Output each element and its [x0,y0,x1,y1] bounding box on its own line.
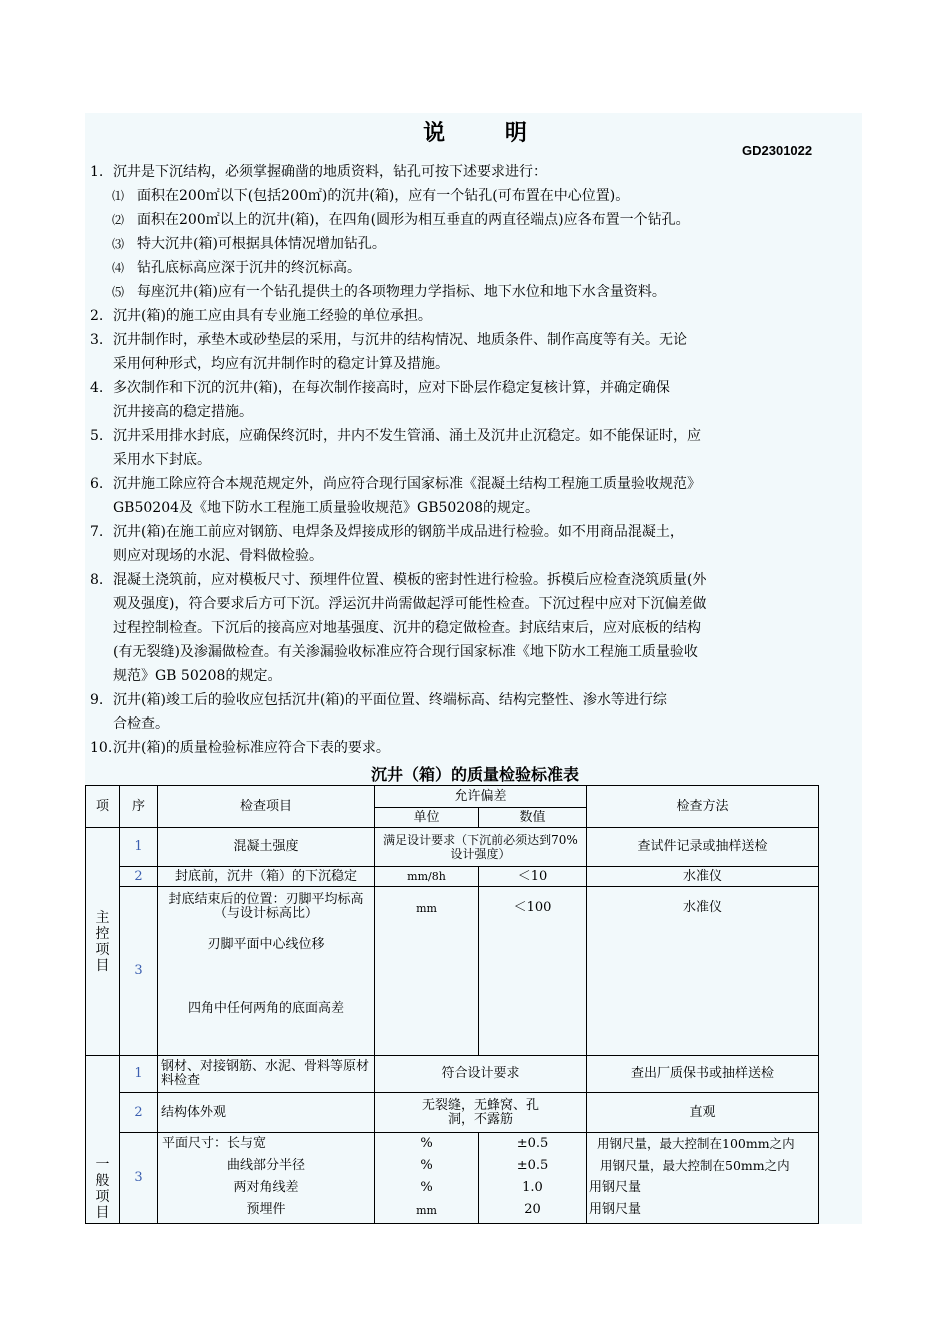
main-row3-seq: 3 [134,963,143,978]
main-row3-check-3: 四角中任何两角的底面高差 [187,1001,344,1016]
main-row2-unit: mm/8h [407,869,446,883]
general-row1-method: 查出厂质保书或抽样送检 [630,1066,774,1081]
general-label: 一般项目 [95,1157,110,1221]
general-row3-unit-4: mm [416,1204,437,1217]
header-value: 数值 [519,809,546,825]
main-row3-check-1: 封底结束后的位置：刃脚平均标高（与设计标高比） [168,892,364,921]
general-row1-allowance: 符合设计要求 [441,1066,520,1081]
main-row3-unit: mm [416,902,437,915]
general-row3-method-3: 用钢尺量 [589,1180,642,1195]
table-title: 沉井（箱）的质量检验标准表 [370,765,579,784]
main-row2-check: 封底前，沉井（箱）的下沉稳定 [174,868,357,884]
note-line: 合检查。 [113,716,169,732]
note-line: 3. 沉井制作时，承垫木或砂垫层的采用，与沉井的结构情况、地质条件、制作高度等有关。无论 [90,332,687,348]
main-row1-allowance: 满足设计要求（下沉前必须达到70%设计强度） [383,833,578,861]
header-unit: 单位 [413,809,440,825]
general-row2-method: 直观 [689,1104,716,1120]
note-line: (有无裂缝)及渗漏做检查。有关渗漏验收标准应符合现行国家标准《地下防水工程施工质量验收 [113,644,698,660]
general-row2-check: 结构体外观 [161,1104,227,1120]
general-row3-method-2: 用钢尺量，最大控制在50mm之内 [600,1158,790,1173]
page-title: 说 明 [423,121,553,146]
general-row3-value-3: 1.0 [522,1180,543,1195]
note-line: ⑴ 面积在200㎡以下(包括200㎡)的沉井(箱)，应有一个钻孔(可布置在中心位置)。 [112,188,630,204]
general-row3-method-4: 用钢尺量 [589,1202,642,1217]
note-line: 4. 多次制作和下沉的沉井(箱)，在每次制作接高时，应对下卧层作稳定复核计算，并确定确保 [90,380,670,396]
note-line: 沉井接高的稳定措施。 [113,404,253,420]
general-row3-unit-3: % [420,1180,433,1195]
note-line: ⑵ 面积在200㎡以上的沉井(箱)，在四角(圆形为相互垂直的两直径端点)应各布置一个钻孔。 [112,212,690,228]
general-row3-unit-2: % [420,1158,433,1173]
main-row2-value: ＜10 [517,868,548,884]
header-allowance: 允许偏差 [454,788,507,804]
note-line: 10. 沉井(箱)的质量检验标准应符合下表的要求。 [90,740,390,756]
note-line: 7. 沉井(箱)在施工前应对钢筋、电焊条及焊接成形的钢筋半成品进行检验。如不用商品混凝土， [90,524,684,540]
general-row3-method-1: 用钢尺量，最大控制在100mm之内 [597,1136,795,1151]
note-line: 1. 沉井是下沉结构，必须掌握确凿的地质资料，钻孔可按下述要求进行： [90,164,547,180]
note-line: 8. 混凝土浇筑前，应对模板尺寸、预埋件位置、模板的密封性进行检验。拆模后应检查浇筑质量(外 [90,572,707,588]
general-row3-check-2: 曲线部分半径 [226,1158,305,1173]
main-control-label: 主控项目 [95,909,110,974]
main-row1-method: 查试件记录或抽样送检 [637,839,768,854]
main-row1-seq: 1 [134,839,143,854]
general-row3-value-4: 20 [524,1202,541,1217]
header-item: 项 [95,798,109,814]
note-line: ⑶ 特大沉井(箱)可根据具体情况增加钻孔。 [112,236,386,252]
general-row2-allowance: 无裂缝，无蜂窝、孔洞，不露筋 [421,1097,539,1127]
general-row3-value-2: ±0.5 [516,1158,549,1173]
general-row3-unit-1: % [420,1136,433,1151]
note-line: 观及强度)，符合要求后方可下沉。浮运沉井尚需做起浮可能性检查。下沉过程中应对下沉偏差做 [113,596,707,612]
main-row3-check-2: 刃脚平面中心线位移 [207,937,325,952]
main-row1-check: 混凝土强度 [233,839,299,854]
note-line: 过程控制检查。下沉后的接高应对地基强度、沉井的稳定做检查。封底结束后，应对底板的结构 [113,620,701,636]
note-line: 则应对现场的水泥、骨料做检验。 [113,548,323,564]
general-row1-seq: 1 [134,1066,143,1081]
main-row2-method: 水准仪 [682,868,722,884]
general-row3-seq: 3 [134,1170,143,1185]
general-row2-seq: 2 [134,1104,143,1120]
note-line: ⑸ 每座沉井(箱)应有一个钻孔提供土的各项物理力学指标、地下水位和地下水含量资料。 [112,284,666,300]
note-line: 9. 沉井(箱)竣工后的验收应包括沉井(箱)的平面位置、终端标高、结构完整性、渗水等进行综 [90,692,667,708]
note-line: ⑷ 钻孔底标高应深于沉井的终沉标高。 [112,260,361,276]
note-line: 规范》GB 50208的规定。 [113,668,282,684]
main-row3-value: ＜100 [513,900,552,915]
general-row3-value-1: ±0.5 [516,1136,549,1151]
general-row3-check-1: 平面尺寸：长与宽 [162,1136,267,1151]
general-row1-check: 钢材、对接钢筋、水泥、骨料等原材料检查 [161,1059,370,1088]
main-row2-seq: 2 [134,868,143,884]
general-row3-check-4: 预埋件 [246,1202,286,1217]
document-code: GD2301022 [742,143,813,158]
header-method: 检查方法 [676,798,729,814]
main-row3-method: 水准仪 [682,900,722,915]
header-check-item: 检查项目 [239,798,292,814]
note-line: 5. 沉井采用排水封底，应确保终沉时，井内不发生管涌、涌土及沉井止沉稳定。如不能保证时，应 [90,428,701,444]
note-line: 采用何种形式，均应有沉井制作时的稳定计算及措施。 [113,356,449,372]
note-line: GB50204及《地下防水工程施工质量验收规范》GB50208的规定。 [113,500,540,516]
note-line: 采用水下封底。 [113,452,211,468]
note-line: 2. 沉井(箱)的施工应由具有专业施工经验的单位承担。 [90,308,432,324]
general-row3-check-3: 两对角线差 [233,1180,299,1195]
note-line: 6. 沉井施工除应符合本规范规定外，尚应符合现行国家标准《混凝土结构工程施工质量验收规范》 [90,476,701,492]
header-seq: 序 [131,798,145,814]
